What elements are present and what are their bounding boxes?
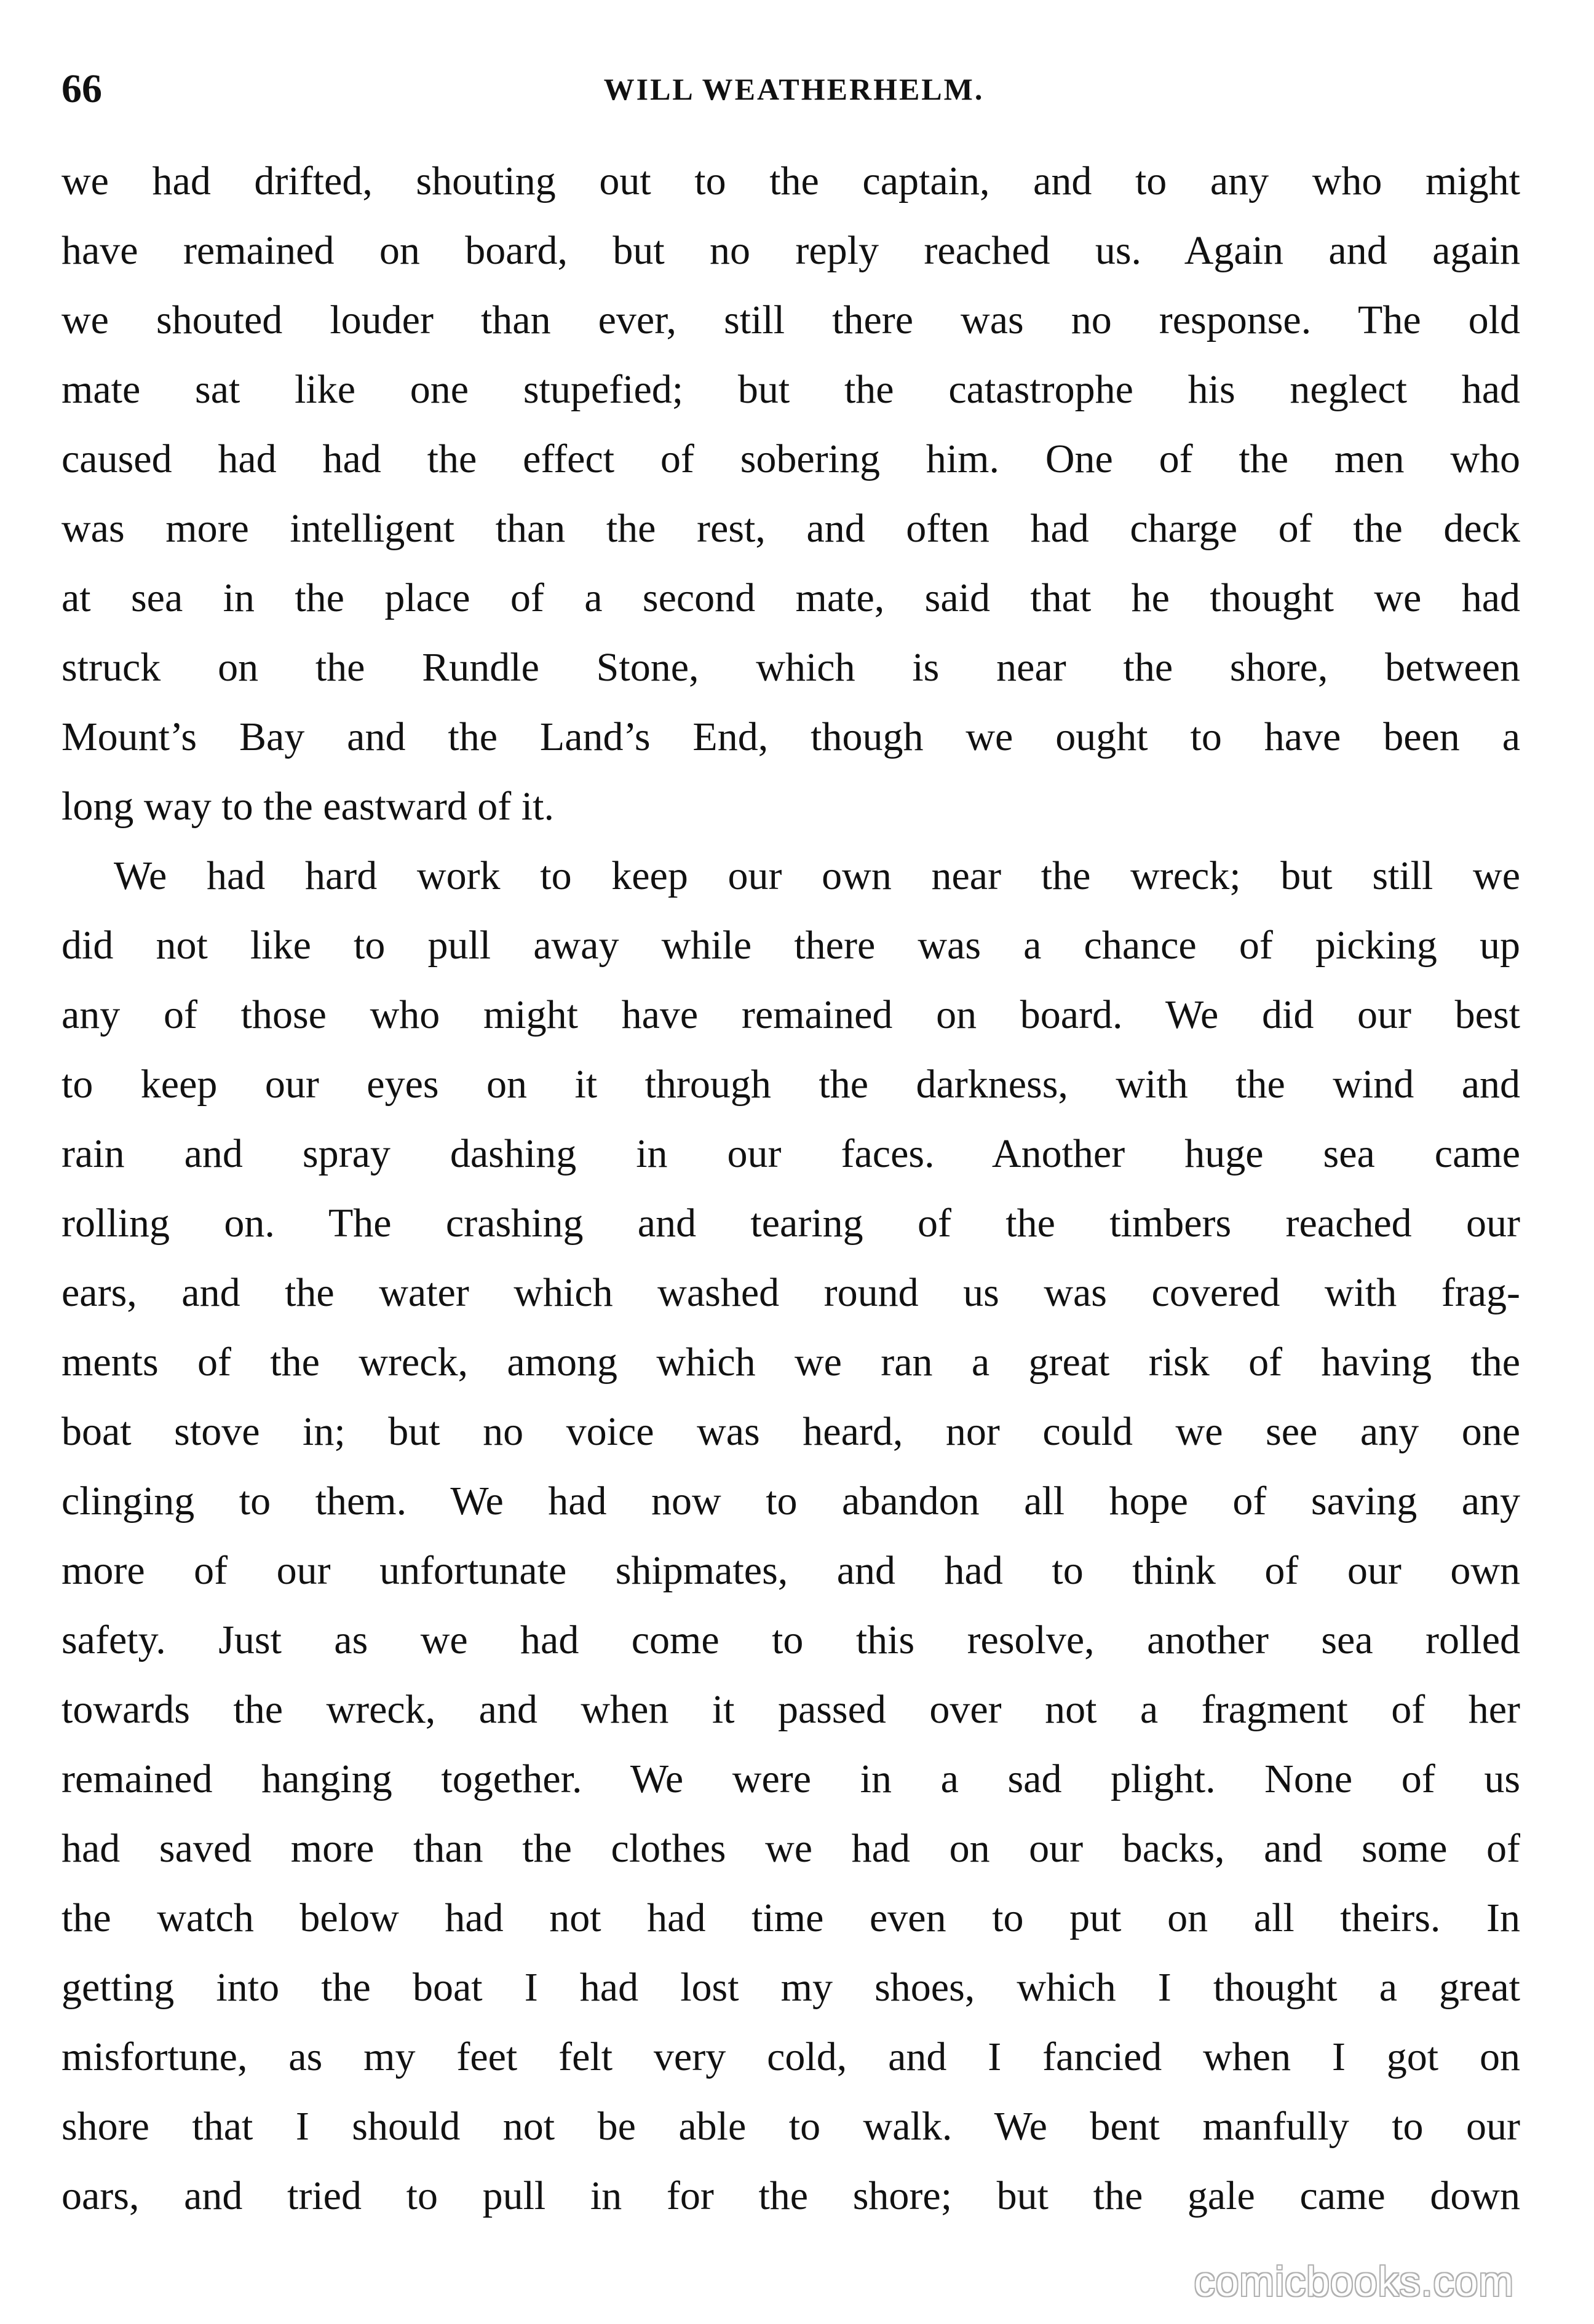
text-line: was more intelligent than the rest, and often had charge of the deck [61,506,1520,551]
text-line: ears, and the water which washed round us was covered with frag- [61,1270,1520,1315]
text-line: mate sat like one stupefied; but the catastrophe his neglect had [61,367,1520,412]
text-line: did not like to pull away while there was a chance of picking up [61,923,1520,968]
text-line: had saved more than the clothes we had on our backs, and some of [61,1826,1520,1871]
text-line: have remained on board, but no reply reached us. Again and again [61,228,1520,273]
text-line: we shouted louder than ever, still there was no response. The old [61,298,1520,342]
text-line: clinging to them. We had now to abandon all hope of saving any [61,1479,1520,1524]
text-line: at sea in the place of a second mate, said that he thought we had [61,575,1520,620]
text-line: struck on the Rundle Stone, which is near the shore, between [61,645,1520,690]
text-line: to keep our eyes on it through the darkness, with the wind and [61,1062,1520,1107]
paragraph-1 [61,146,1520,841]
paragraph-2 [61,841,1520,2231]
text-line: Mount’s Bay and the Land’s End, though we ought to have been a [61,714,1520,759]
page-number: 66 [61,66,102,111]
text-line: oars, and tried to pull in for the shore; but the gale came down [61,2173,1520,2218]
running-title: WILL WEATHERHELM. [603,72,985,106]
text-line: towards the wreck, and when it passed over not a fragment of her [61,1687,1520,1732]
text-line: getting into the boat I had lost my shoes, which I thought a great [61,1965,1520,2010]
text-line: any of those who might have remained on board. We did our best [61,992,1520,1037]
text-line: misfortune, as my feet felt very cold, and I fancied when I got on [61,2034,1520,2079]
text-line: ments of the wreck, among which we ran a great risk of having the [61,1340,1520,1385]
text-line: the watch below had not had time even to put on all theirs. In [61,1895,1520,1940]
text-line: We had hard work to keep our own near the wreck; but still we [114,853,1520,898]
text-line: long way to the eastward of it. [61,784,554,829]
text-line: rain and spray dashing in our faces. Another huge sea came [61,1131,1520,1176]
text-line: boat stove in; but no voice was heard, nor could we see any one [61,1409,1520,1454]
text-line: caused had had the effect of sobering him. One of the men who [61,437,1520,481]
text-line: shore that I should not be able to walk. We bent manfully to our [61,2104,1520,2149]
page-header [61,61,1526,117]
text-line: rolling on. The crashing and tearing of the timbers reached our [61,1201,1520,1246]
watermark-text: comicbooks.com [1194,2258,1514,2305]
body-text [61,146,1520,2231]
text-line: more of our unfortunate shipmates, and had to think of our own [61,1548,1520,1593]
text-line: safety. Just as we had come to this resolve, another sea rolled [61,1618,1520,1662]
text-line: remained hanging together. We were in a sad plight. None of us [61,1757,1520,1801]
text-line: we had drifted, shouting out to the captain, and to any who might [61,159,1520,204]
